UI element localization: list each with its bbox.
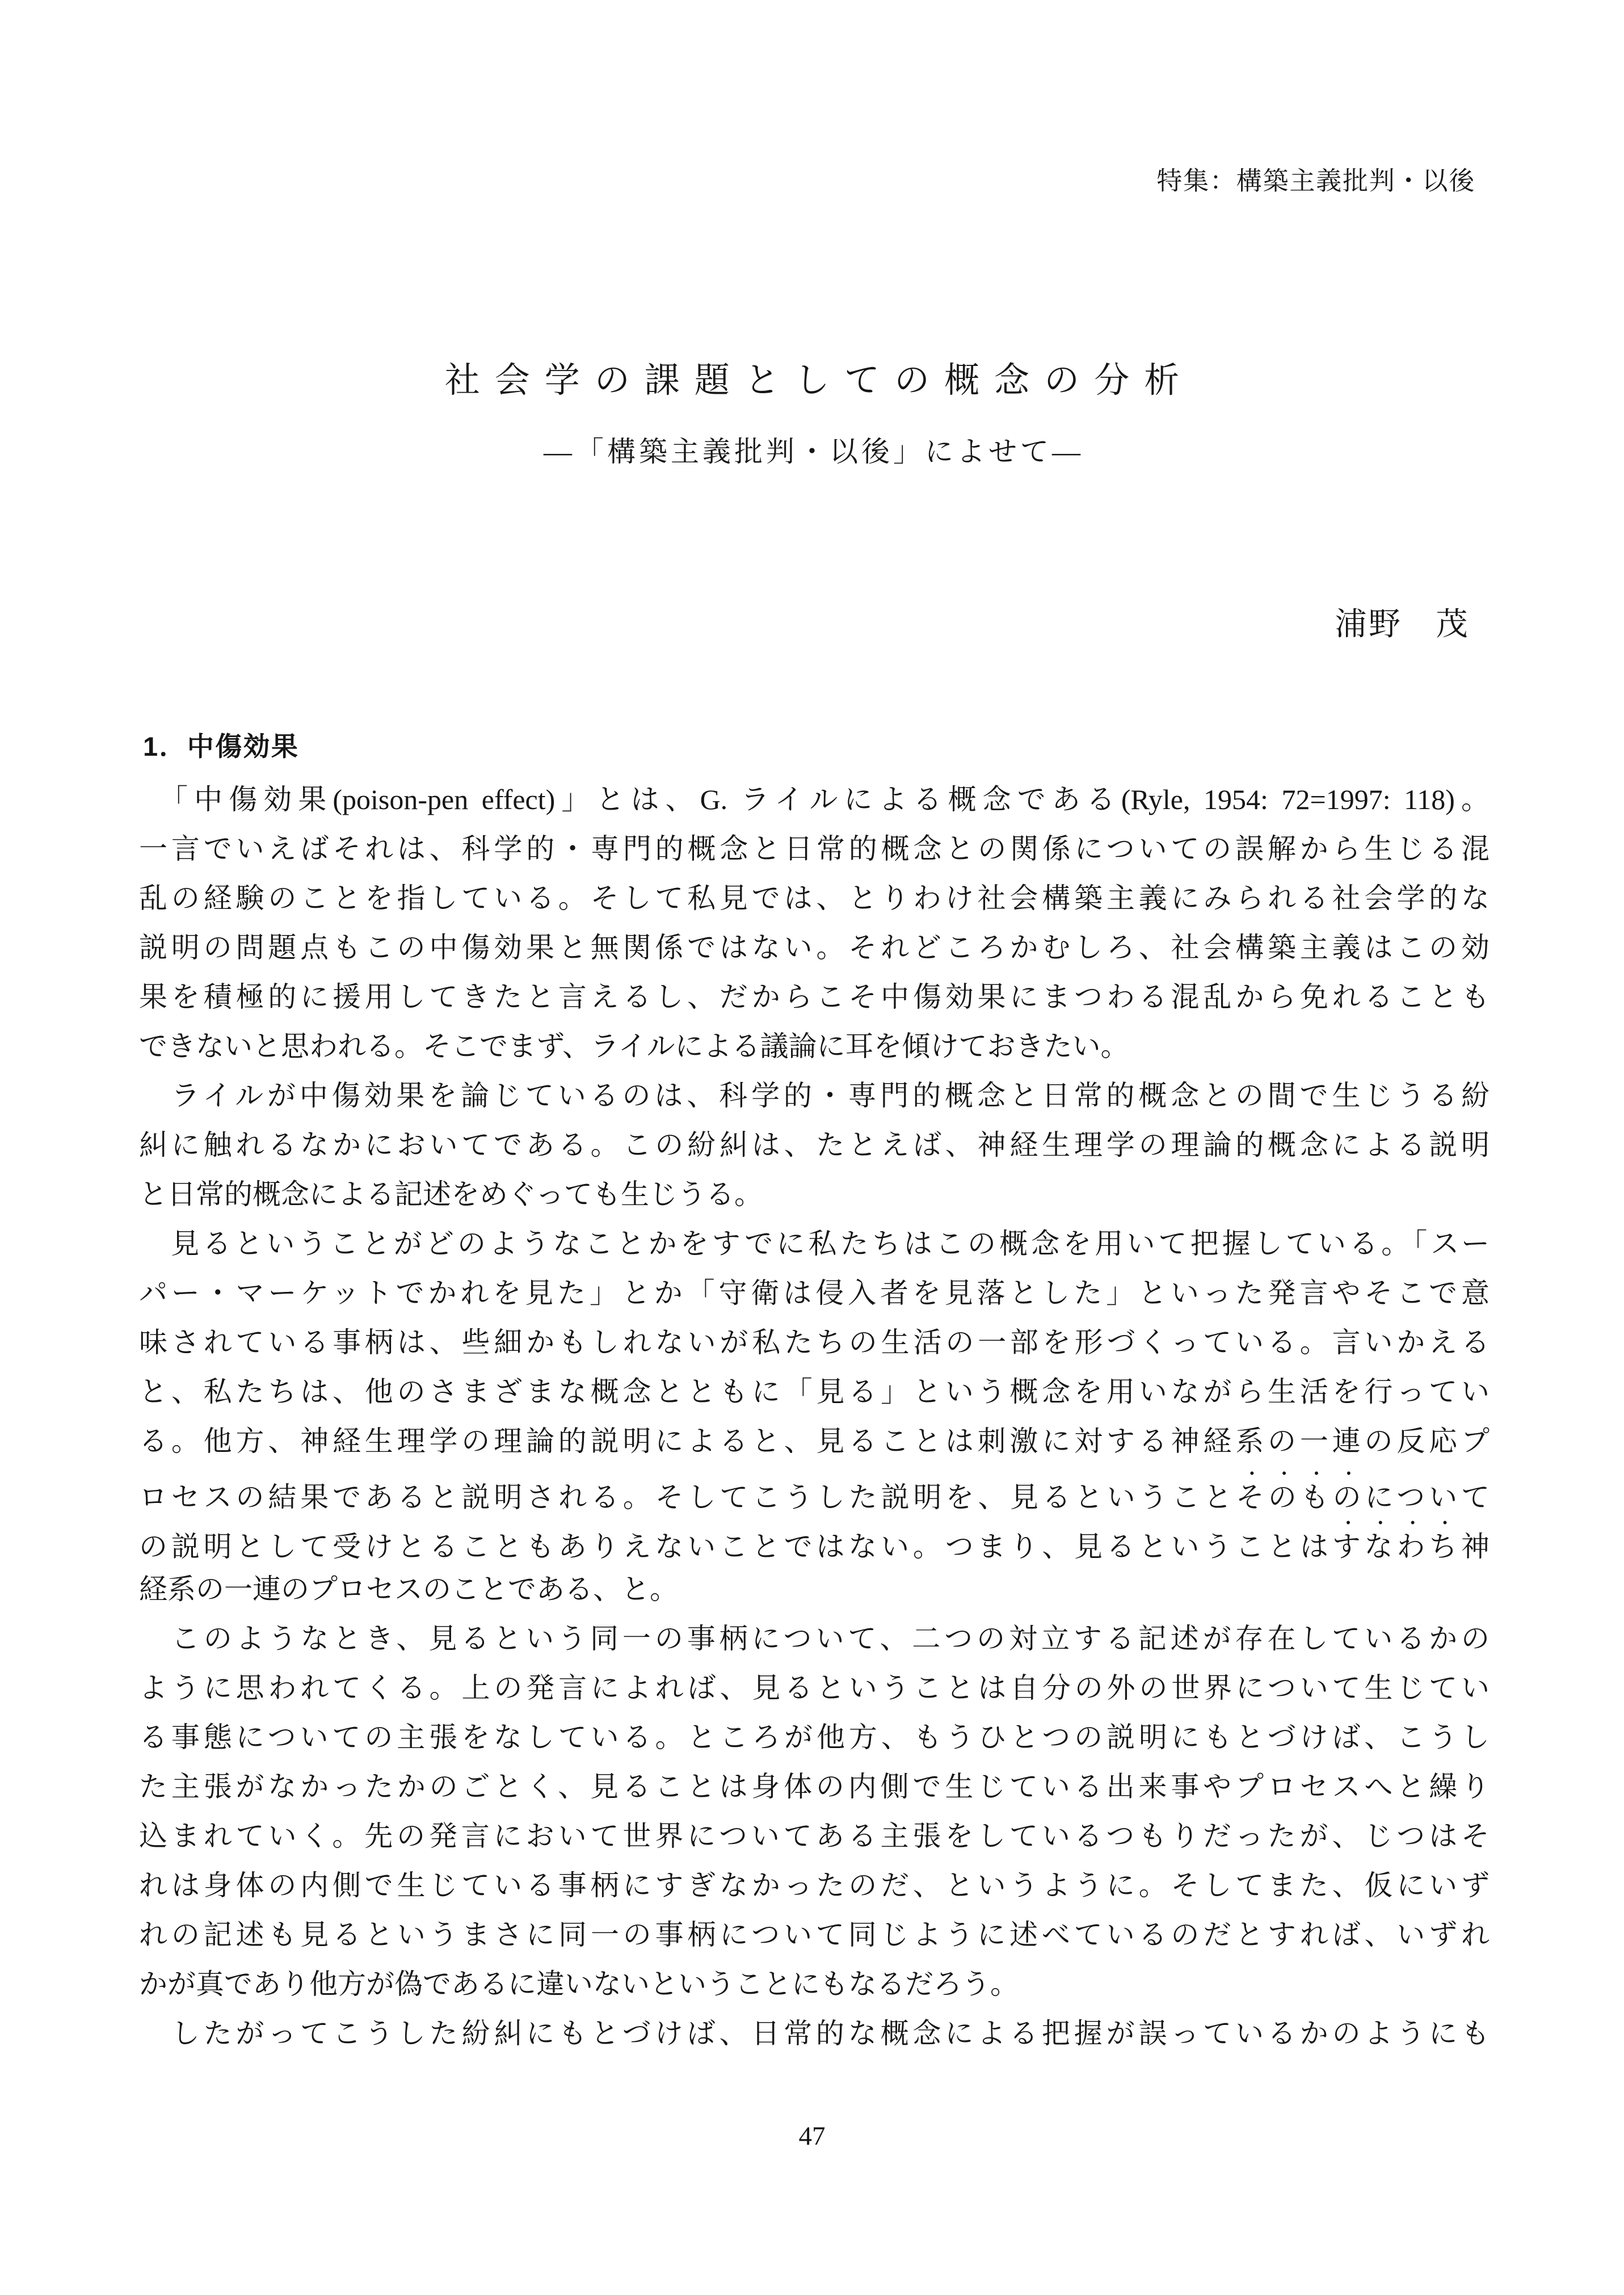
body-line bbox=[139, 1515, 1490, 1565]
body-line bbox=[139, 923, 1490, 972]
body-line bbox=[139, 972, 1490, 1022]
text-segment: 込まれていく。先の発言において世界についてある主張をしているつもりだったが、じつはそ bbox=[139, 1820, 1490, 1852]
text-segment: パー・マーケットでかれを見た」とか「守衛は侵入者を見落とした」といった発言やそこで意 bbox=[139, 1277, 1490, 1309]
page-number: 47 bbox=[798, 2121, 826, 2151]
article-title: 社会学の課題としての概念の分析 bbox=[444, 361, 1194, 400]
text-segment: 乱の経験のことを指している。そして私見では、とりわけ社会構築主義にみられる社会学的な bbox=[139, 882, 1490, 914]
body-line bbox=[139, 775, 1490, 824]
emphasized-text: そのもの bbox=[1236, 1481, 1365, 1513]
text-segment: れの記述も見るというまさに同一の事柄について同じように述べているのだとすれば、いずれ bbox=[139, 1919, 1490, 1951]
text-segment: 経系の一連のプロセスのことである、と。 bbox=[139, 1573, 678, 1605]
body-line bbox=[139, 1713, 1490, 1762]
text-segment: れは身体の内側で生じている事柄にすぎなかったのだ、というように。そしてまた、仮にいず bbox=[139, 1869, 1490, 1901]
text-segment: と、私たちは、他のさまざまな概念とともに「見る」という概念を用いながら生活を行ってい bbox=[139, 1376, 1490, 1408]
body-line bbox=[139, 1664, 1490, 1713]
body-line bbox=[139, 1910, 1490, 1960]
text-segment: 説明の問題点もこの中傷効果と無関係ではない。それどころかむしろ、社会構築主義はこの効 bbox=[139, 932, 1490, 963]
section-heading: 1．中傷効果 bbox=[143, 731, 300, 761]
text-segment: かが真であり他方が偽であるに違いないということにもなるだろう。 bbox=[139, 1968, 1019, 2000]
text-segment: 糾に触れるなかにおいてである。この紛糾は、たとえば、神経生理学の理論的概念による説明 bbox=[139, 1129, 1490, 1161]
body-line bbox=[139, 1417, 1490, 1466]
body-line bbox=[139, 1269, 1490, 1318]
body-line bbox=[139, 1762, 1490, 1812]
body-line bbox=[139, 1466, 1490, 1515]
body-line bbox=[139, 1022, 1490, 1071]
text-segment: できないと思われる。そこでまず、ライルによる議論に耳を傾けておきたい。 bbox=[139, 1030, 1129, 1062]
author-name: 浦野 茂 bbox=[1335, 607, 1470, 642]
body-line bbox=[139, 1861, 1490, 1910]
text-segment: ライルが中傷効果を論じているのは、科学的・専門的概念と日常的概念との間で生じうる紛 bbox=[139, 1080, 1490, 1111]
text-segment: 一言でいえばそれは、科学的・専門的概念と日常的概念との関係についての誤解から生じる混 bbox=[139, 833, 1490, 865]
body-text bbox=[139, 775, 1490, 2058]
text-segment: 味されている事柄は、些細かもしれないが私たちの生活の一部を形づくっている。言いかえる bbox=[139, 1327, 1490, 1358]
body-line bbox=[139, 1219, 1490, 1269]
body-line bbox=[139, 1318, 1490, 1367]
text-segment: と日常的概念による記述をめぐっても生じうる。 bbox=[139, 1178, 763, 1210]
text-segment: た主張がなかったかのごとく、見ることは身体の内側で生じている出来事やプロセスへと繰り bbox=[139, 1771, 1490, 1803]
text-segment: 果を積極的に援用してきたと言えるし、だからこそ中傷効果にまつわる混乱から免れることも bbox=[139, 981, 1490, 1013]
body-line bbox=[139, 1960, 1490, 2009]
text-segment: 「中傷効果(poison-pen effect)」とは、G. ライルによる概念である(Ryle, 1954: 72=1997: 118)。 bbox=[139, 784, 1490, 815]
body-line bbox=[139, 1071, 1490, 1121]
body-line bbox=[139, 1121, 1490, 1170]
text-segment: 神 bbox=[1461, 1531, 1490, 1563]
body-line bbox=[139, 1812, 1490, 1861]
text-segment: ように思われてくる。上の発言によれば、見るということは自分の外の世界について生じてい bbox=[139, 1672, 1490, 1704]
text-segment: について bbox=[1365, 1481, 1490, 1513]
text-segment: このようなとき、見るという同一の事柄について、二つの対立する記述が存在しているかの bbox=[139, 1623, 1490, 1654]
text-segment: の説明として受けとることもありえないことではない。つまり、見るということは bbox=[139, 1531, 1332, 1563]
body-line bbox=[139, 1170, 1490, 1219]
text-segment: ロセスの結果であると説明される。そしてこうした説明を、見るということ bbox=[139, 1481, 1236, 1513]
text-segment: 見るということがどのようなことかをすでに私たちはこの概念を用いて把握している。「スー bbox=[139, 1228, 1490, 1260]
special-issue-header: 特集：構築主義批判・以後 bbox=[1156, 167, 1475, 195]
body-line bbox=[139, 824, 1490, 874]
body-line bbox=[139, 1565, 1490, 1614]
text-segment: る事態についての主張をなしている。ところが他方、もうひとつの説明にもとづけば、こうし bbox=[139, 1721, 1490, 1753]
article-subtitle: ―「構築主義批判・以後」によせて― bbox=[544, 436, 1084, 468]
body-line bbox=[139, 1614, 1490, 1664]
text-segment: る。他方、神経生理学の理論的説明によると、見ることは刺激に対する神経系の一連の反応プ bbox=[139, 1425, 1490, 1457]
body-line bbox=[139, 1367, 1490, 1417]
body-line bbox=[139, 874, 1490, 923]
text-segment: したがってこうした紛糾にもとづけば、日常的な概念による把握が誤っているかのようにも bbox=[139, 2018, 1490, 2049]
emphasized-text: すなわち bbox=[1332, 1531, 1462, 1563]
body-line bbox=[139, 2009, 1490, 2058]
